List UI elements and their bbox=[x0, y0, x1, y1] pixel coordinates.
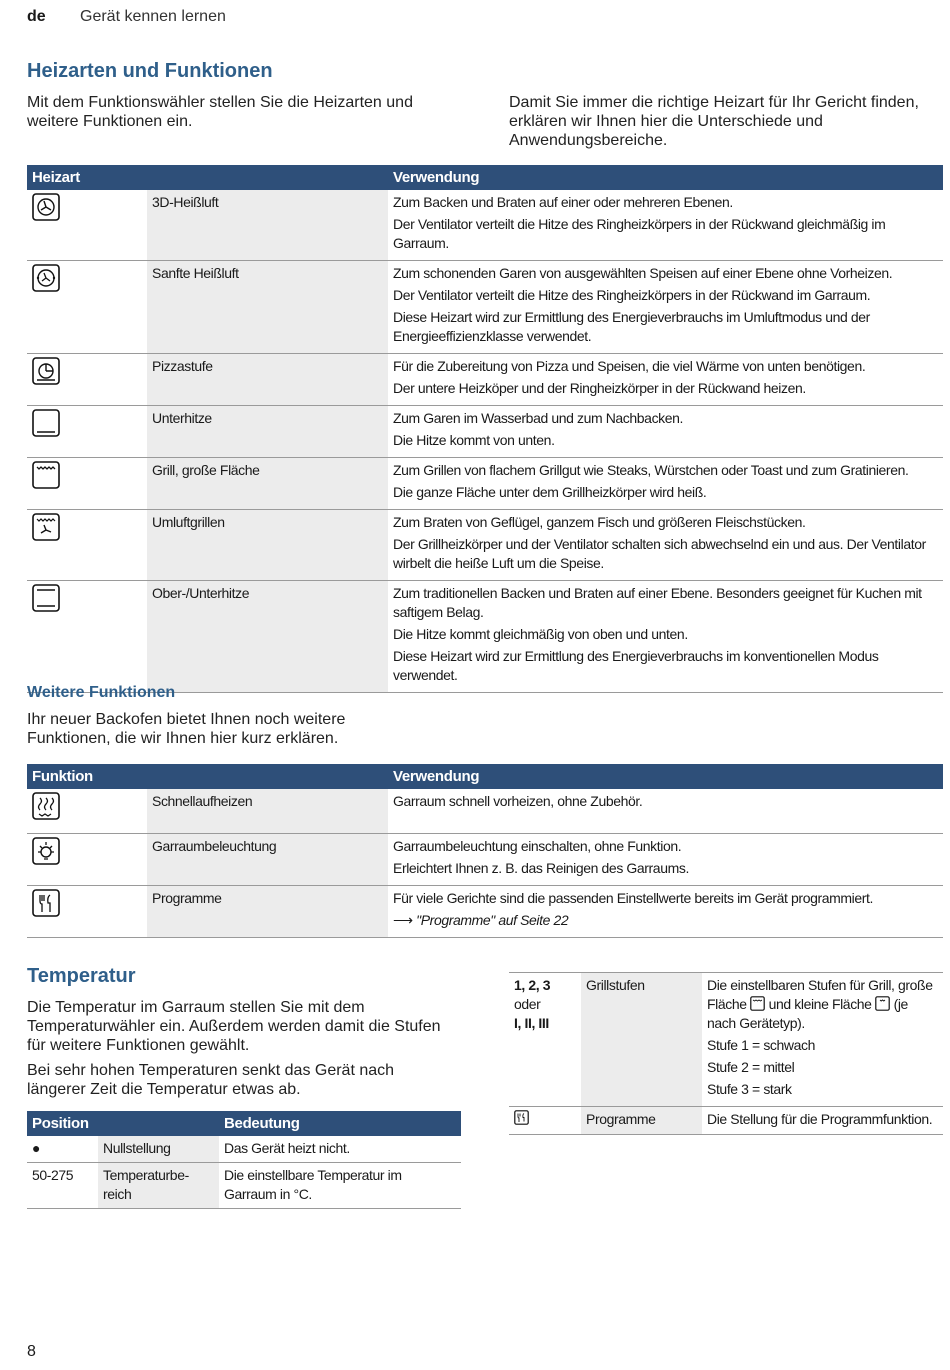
mode-name: 3D-Heißluft bbox=[147, 190, 388, 261]
further-functions-intro: Ihr neuer Backofen bietet Ihnen noch weitere Funktionen, die wir Ihnen hier kurz erklären. bbox=[27, 711, 346, 747]
temperature-para-2: Bei sehr hohen Temperaturen senkt das Gerät nach längerer Zeit die Temperatur etwas ab. bbox=[27, 1062, 395, 1098]
header-function: Funktion bbox=[27, 764, 388, 789]
usage-line: Garraum schnell vorheizen, ohne Zubehör. bbox=[393, 793, 643, 809]
position-desc: Das Gerät heizt nicht. bbox=[219, 1136, 461, 1163]
table-row bbox=[27, 1136, 461, 1163]
table-row bbox=[27, 458, 943, 510]
usage-line: Zum Backen und Braten auf einer oder mehreren Ebenen. bbox=[393, 194, 733, 210]
table-header bbox=[27, 764, 943, 789]
function-name: Schnellaufheizen bbox=[147, 789, 388, 833]
grill-levels-table bbox=[509, 972, 943, 1135]
page-reference-link[interactable]: "Programme" auf Seite 22 bbox=[416, 911, 569, 928]
grill-level-numbers: 1, 2, 3 bbox=[514, 977, 551, 993]
mode-name: Grill, große Fläche bbox=[147, 458, 388, 510]
position-value: 50-275 bbox=[27, 1163, 98, 1209]
table-row bbox=[27, 406, 943, 458]
usage-line: Der Ventilator verteilt die Hitze des Ringheizkörpers in der Rückwand gleichmäßig im Garraum. bbox=[393, 216, 886, 251]
usage-line: Für die Zubereitung von Pizza und Speisen, die viel Wärme von unten benötigen. bbox=[393, 358, 866, 374]
mode-name: Umluftgrillen bbox=[147, 510, 388, 581]
table-row bbox=[509, 973, 943, 1107]
grill-desc: Die einstellbaren Stufen für Grill, große Fläche bbox=[707, 977, 933, 1012]
position-name: Nullstellung bbox=[98, 1136, 219, 1163]
position-desc: Die einstellbare Temperatur im Garraum in °C. bbox=[219, 1163, 461, 1209]
usage-line: Zum Grillen von flachem Grillgut wie Steaks, Würstchen oder Toast und zum Gratinieren. bbox=[393, 462, 909, 478]
table-row bbox=[27, 190, 943, 261]
arrow-right-icon: ⟶ bbox=[393, 911, 413, 928]
usage-line: Diese Heizart wird zur Ermittlung des Energieverbrauchs im Umluftmodus und der Energieeffizienzklasse verwendet. bbox=[393, 309, 870, 344]
usage-line: Die Hitze kommt von unten. bbox=[393, 432, 555, 448]
grill-level-roman: I, II, III bbox=[514, 1015, 549, 1031]
oven-light-icon bbox=[32, 837, 60, 865]
table-row bbox=[27, 833, 943, 885]
section-title-further-functions: Weitere Funktionen bbox=[27, 684, 176, 701]
table-row bbox=[27, 1163, 461, 1209]
programmes-icon bbox=[514, 1110, 529, 1125]
top-bottom-heat-icon bbox=[32, 584, 60, 612]
section-title-heating-modes: Heizarten und Funktionen bbox=[27, 60, 273, 82]
usage-line: Die Hitze kommt gleichmäßig von oben und unten. bbox=[393, 626, 688, 642]
bottom-heat-icon bbox=[32, 409, 60, 437]
position-value: ● bbox=[27, 1136, 98, 1163]
function-name: Garraumbeleuchtung bbox=[147, 833, 388, 885]
intro-left: Mit dem Funktionswähler stellen Sie die Heizarten und weitere Funktionen ein. bbox=[27, 94, 413, 130]
table-row bbox=[27, 789, 943, 833]
pizza-setting-icon bbox=[32, 357, 60, 385]
temperature-para-1: Die Temperatur im Garraum stellen Sie mit dem Temperaturwähler ein. Außerdem werden damit die Stufen für weitere Funktionen gewählt. bbox=[27, 999, 441, 1054]
or-label: oder bbox=[514, 996, 541, 1012]
table-row bbox=[27, 354, 943, 406]
intro-right: Damit Sie immer die richtige Heizart für Ihr Gericht finden, erklären wir Ihnen hier die Unterschiede und Anwendungsbereiche. bbox=[509, 94, 919, 149]
table-header bbox=[27, 1111, 461, 1136]
mode-name: Ober-/Unterhitze bbox=[147, 581, 388, 693]
usage-line: Zum Braten von Geflügel, ganzem Fisch und größeren Fleischstücken. bbox=[393, 514, 806, 530]
usage-line: Zum traditionellen Backen und Braten auf einer Ebene. Besonders geeignet für Kuchen mit saftigem Belag. bbox=[393, 585, 922, 620]
position-table bbox=[27, 1111, 461, 1209]
position-name: reich bbox=[103, 1186, 132, 1202]
table-row bbox=[27, 261, 943, 354]
chapter-title: Gerät kennen lernen bbox=[80, 8, 226, 25]
circulated-grill-icon bbox=[32, 513, 60, 541]
mode-name: Sanfte Heißluft bbox=[147, 261, 388, 354]
heating-modes-table bbox=[27, 165, 943, 693]
programme-desc: Die Stellung für die Programmfunktion. bbox=[702, 1107, 943, 1135]
header-usage: Verwendung bbox=[388, 764, 943, 789]
grill-level-line: Stufe 3 = stark bbox=[707, 1081, 792, 1097]
usage-line: Garraumbeleuchtung einschalten, ohne Funktion. bbox=[393, 837, 682, 854]
usage-line: Der Grillheizkörper und der Ventilator schalten sich abwechselnd ein und aus. Der Ventilator wirbelt die heiße Luft um die Speise. bbox=[393, 536, 926, 571]
mode-name: Pizzastufe bbox=[147, 354, 388, 406]
full-grill-icon bbox=[750, 996, 765, 1011]
functions-table bbox=[27, 764, 943, 938]
page-number: 8 bbox=[27, 1343, 36, 1360]
usage-line: Zum schonenden Garen von ausgewählten Speisen auf einer Ebene ohne Vorheizen. bbox=[393, 265, 893, 281]
usage-line: Diese Heizart wird zur Ermittlung des Energieverbrauchs im konventionellen Modus verwendet. bbox=[393, 648, 879, 683]
header-position: Position bbox=[27, 1111, 219, 1136]
grill-levels-name: Grillstufen bbox=[581, 973, 702, 1107]
gentle-hot-air-icon bbox=[32, 264, 60, 292]
position-name: Temperaturbe- bbox=[103, 1167, 189, 1183]
language-code: de bbox=[27, 8, 46, 25]
grill-desc: und kleine Fläche bbox=[768, 996, 872, 1012]
header-usage: Verwendung bbox=[388, 165, 943, 190]
section-title-temperature: Temperatur bbox=[27, 965, 136, 987]
programmes-icon bbox=[32, 889, 60, 917]
mode-name: Unterhitze bbox=[147, 406, 388, 458]
hot-air-3d-icon bbox=[32, 193, 60, 221]
grill-desc: (je nach Gerätetyp). bbox=[707, 996, 908, 1031]
small-grill-icon bbox=[875, 996, 890, 1011]
grill-level-line: Stufe 1 = schwach bbox=[707, 1037, 815, 1053]
table-header bbox=[27, 165, 943, 190]
grill-level-line: Stufe 2 = mittel bbox=[707, 1059, 795, 1075]
usage-line: Der untere Heizköper und der Ringheizkörper in der Rückwand heizen. bbox=[393, 380, 806, 396]
usage-line: Die ganze Fläche unter dem Grillheizkörper wird heiß. bbox=[393, 484, 707, 500]
programme-name: Programme bbox=[581, 1107, 702, 1135]
table-row bbox=[27, 885, 943, 937]
usage-line: Der Ventilator verteilt die Hitze des Ringheizkörpers in der Rückwand im Garraum. bbox=[393, 287, 871, 303]
header-heating-mode: Heizart bbox=[27, 165, 388, 190]
table-row bbox=[27, 581, 943, 693]
usage-line: Zum Garen im Wasserbad und zum Nachbacken. bbox=[393, 410, 684, 426]
table-row bbox=[509, 1107, 943, 1135]
rapid-heat-icon bbox=[32, 792, 60, 820]
table-row bbox=[27, 510, 943, 581]
header-meaning: Bedeutung bbox=[219, 1111, 461, 1136]
usage-line: Für viele Gerichte sind die passenden Einstellwerte bereits im Gerät programmiert. bbox=[393, 889, 873, 906]
usage-line: Erleichtert Ihnen z. B. das Reinigen des Garraums. bbox=[393, 859, 689, 876]
function-name: Programme bbox=[147, 885, 388, 937]
full-grill-icon bbox=[32, 461, 60, 489]
